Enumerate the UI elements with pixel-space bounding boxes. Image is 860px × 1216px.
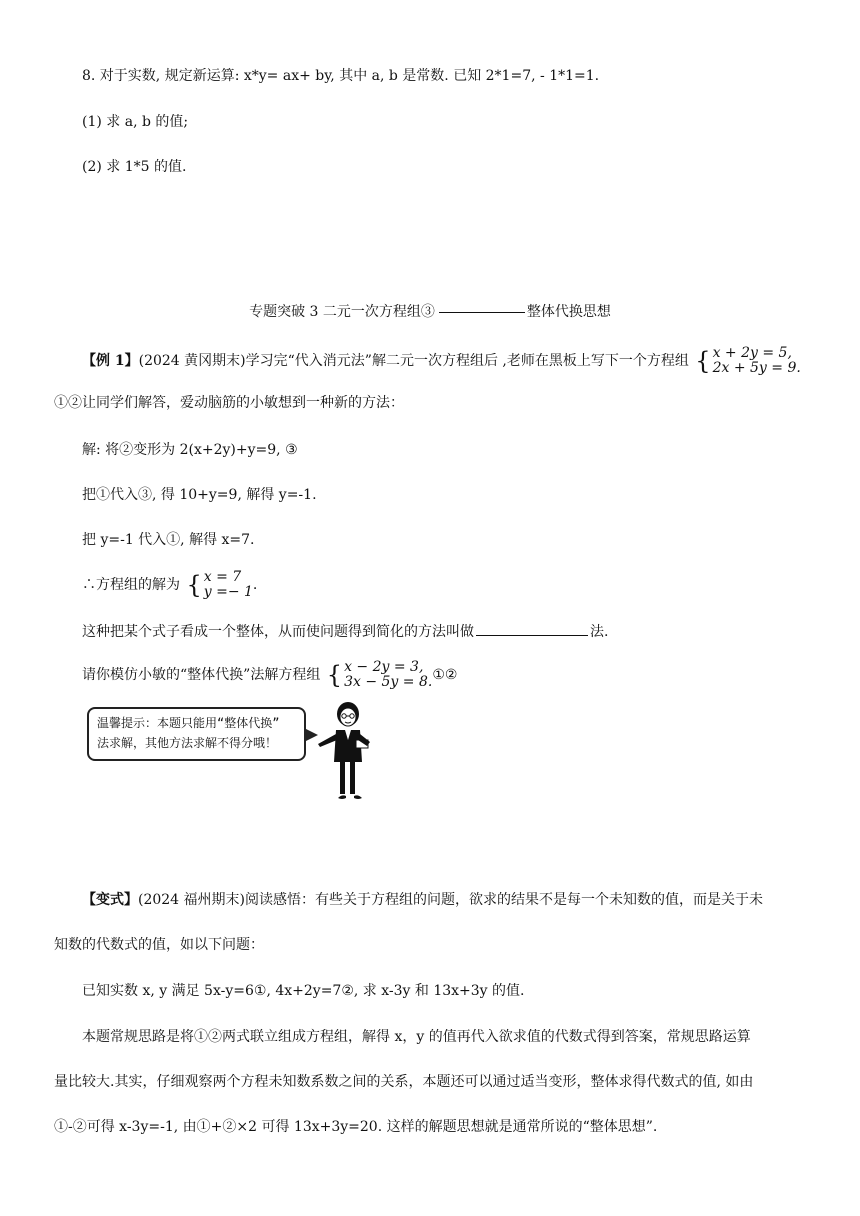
step4-prefix: ∴方程组的解为 xyxy=(82,577,180,593)
example1-intro: (2024 黄冈期末)学习完“代入消元法”解二元一次方程组后 ,老师在黑板上写下一个方程组 xyxy=(138,353,689,369)
section-title-right: 整体代换思想 xyxy=(526,304,611,320)
fill-suffix: 法. xyxy=(590,624,609,640)
teacher-icon xyxy=(312,700,382,805)
example1-intro-line xyxy=(82,346,801,376)
variant-line1 xyxy=(82,890,763,910)
equation-system-2 xyxy=(327,660,433,690)
example1-fill-line xyxy=(82,621,608,642)
tip-bubble xyxy=(87,707,306,761)
example1-task-line xyxy=(82,660,457,690)
example1-step3: 把 y=-1 代入①, 解得 x=7. xyxy=(82,532,255,548)
brace: { xyxy=(326,661,343,689)
q8-part1: (1) 求 a, b 的值; xyxy=(82,114,189,130)
tip-line2: 法求解，其他方法求解不得分哦！ xyxy=(97,736,278,750)
variant-para2a: 本题常规思路是将①②两式联立组成方程组，解得 x，y 的值再代入欲求值的代数式得到答案，常规思路运算 xyxy=(82,1029,751,1045)
equation-system-1 xyxy=(695,346,801,376)
solution-y: y =− 1 xyxy=(203,584,253,600)
section-title xyxy=(0,302,860,322)
system1-eq1: x + 2y = 5, xyxy=(712,345,792,361)
answer-blank[interactable] xyxy=(476,621,588,636)
tip-line1: 温馨提示：本题只能用“整体代换” xyxy=(97,716,280,730)
task-prefix: 请你模仿小敏的“整体代换”法解方程组 xyxy=(82,667,321,683)
step4-suffix: . xyxy=(252,577,258,593)
variant-para1b: 知数的代数式的值，如以下问题： xyxy=(54,937,264,953)
system2-eq2: 3x − 5y = 8. xyxy=(344,674,433,690)
example1-step4 xyxy=(82,570,257,600)
variant-para1: (2024 福州期末)阅读感悟：有些关于方程组的问题，欲求的结果不是每一个未知数的值，而是关于未 xyxy=(138,892,764,908)
example1-intro2: ①②让同学们解答，爱动脑筋的小敏想到一种新的方法： xyxy=(54,395,404,411)
variant-tag: 【变式】 xyxy=(82,892,138,908)
fill-prefix: 这种把某个式子看成一个整体，从而使问题得到简化的方法叫做 xyxy=(82,624,474,640)
variant-given: 已知实数 x, y 满足 5x-y=6①, 4x+2y=7②, 求 x-3y 和 13x+3y 的值. xyxy=(82,983,525,999)
q8-stem: 8. 对于实数, 规定新运算: x*y= ax+ by, 其中 a, b 是常数. 已知 2*1=7, - 1*1=1. xyxy=(82,68,600,84)
variant-para2c: ①-②可得 x-3y=-1, 由①+②×2 可得 13x+3y=20. 这样的解题思想就是通常所说的“整体思想”. xyxy=(54,1119,658,1135)
system1-eq2: 2x + 5y = 9. xyxy=(712,360,801,376)
example1-tag: 【例 1】 xyxy=(82,353,139,369)
task-suffix: ①② xyxy=(432,667,458,683)
variant-para2b: 量比较大.其实，仔细观察两个方程未知数系数之间的关系，本题还可以通过适当变形，整体求得代数式的值, 如由 xyxy=(54,1074,754,1090)
example1-step1: 解: 将②变形为 2(x+2y)+y=9, ③ xyxy=(82,442,298,458)
section-title-left: 专题突破 3 二元一次方程组③ xyxy=(249,304,435,320)
solution-x: x = 7 xyxy=(203,569,242,585)
brace: { xyxy=(695,347,711,375)
solution-system xyxy=(186,570,252,600)
system2-eq1: x − 2y = 3, xyxy=(344,659,424,675)
title-dash xyxy=(439,312,525,313)
example1-step2: 把①代入③, 得 10+y=9, 解得 y=-1. xyxy=(82,487,317,503)
brace: { xyxy=(186,571,202,599)
q8-part2: (2) 求 1*5 的值. xyxy=(82,159,187,175)
